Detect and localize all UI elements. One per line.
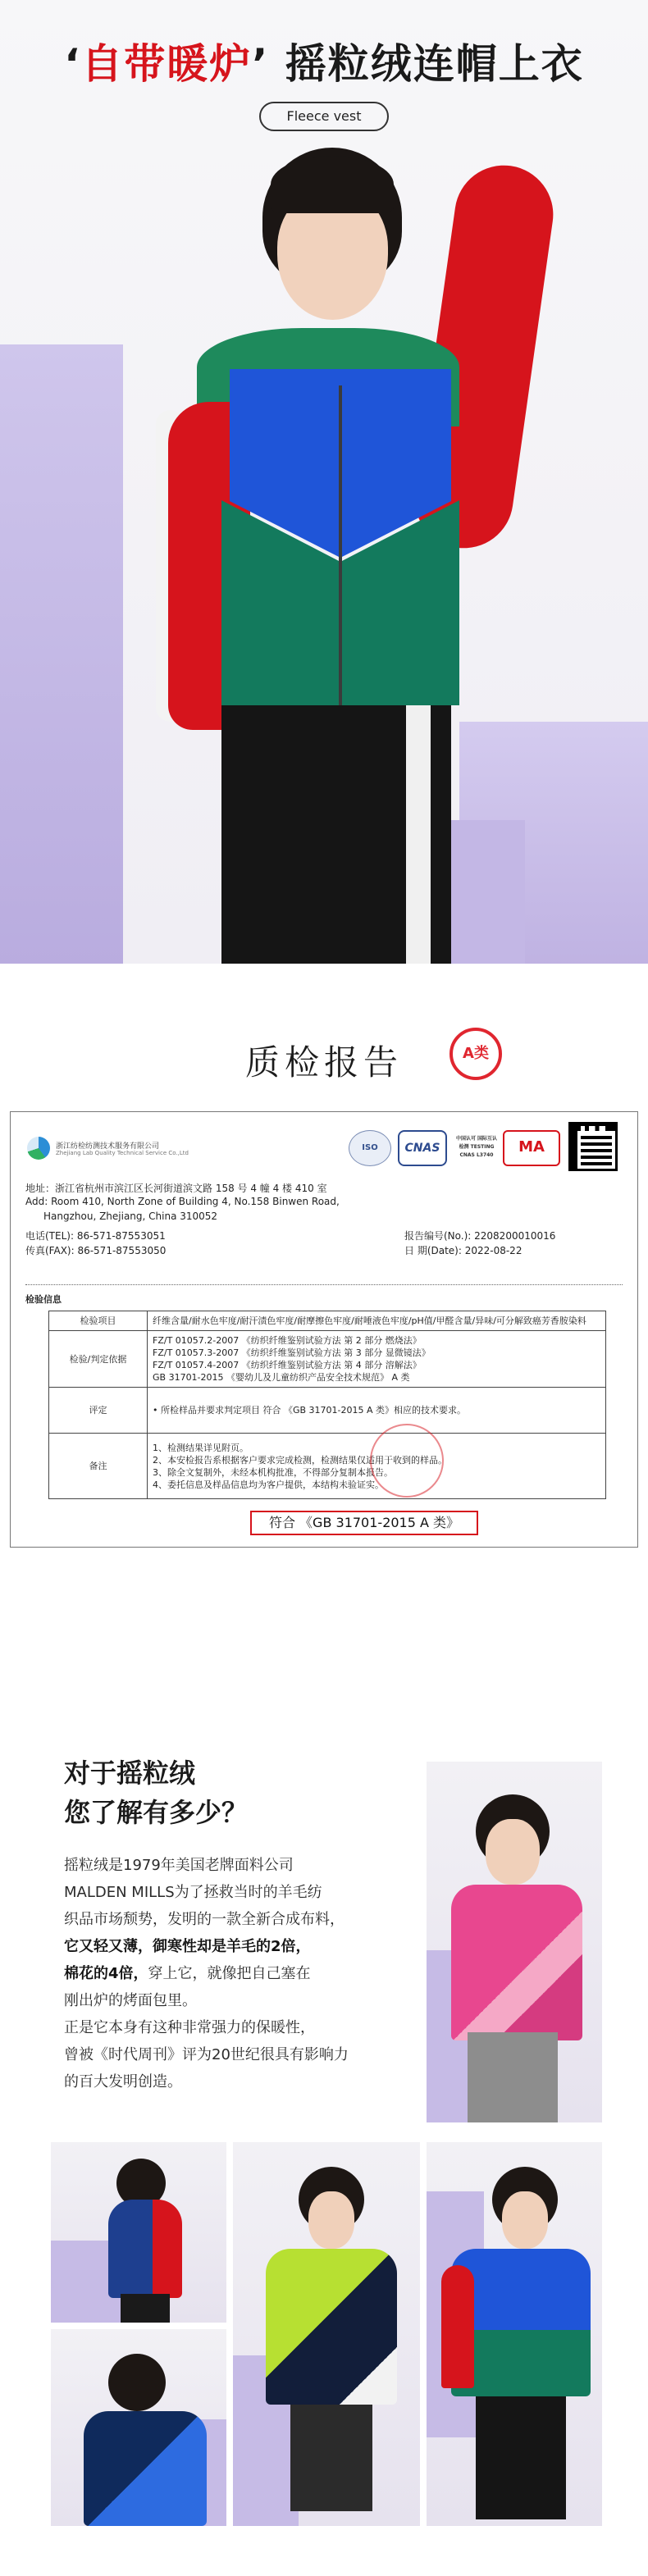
pants: [476, 2396, 566, 2519]
info-line: 织品市场颓势，发明的一款全新合成布料，: [64, 1911, 345, 1928]
title-highlight: 自带暖炉: [81, 40, 253, 88]
info-body: [64, 1852, 408, 2095]
report-title: 质检报告: [244, 1042, 403, 1083]
org-name-en: Zhejiang Lab Quality Technical Service Co.,Ltd: [56, 1150, 189, 1156]
ilac-cert-icon: 中国认可 国际互认 检测 TESTING CNAS L3740: [455, 1136, 498, 1158]
jacket-sleeve: [441, 2265, 474, 2388]
row-label: 评定: [49, 1388, 148, 1434]
bangs: [271, 156, 394, 213]
hero-title: [0, 31, 648, 90]
info-title: [64, 1753, 248, 1832]
face: [502, 2191, 548, 2249]
row-label: 检验/判定依据: [49, 1331, 148, 1388]
row-value: 纤维含量/耐水色牢度/耐汗渍色牢度/耐摩擦色牢度/耐唾液色牢度/pH值/甲醛含量/异味/可分解致癌芳香胺染料: [148, 1311, 606, 1331]
face: [486, 1819, 540, 1885]
table-row: [49, 1311, 606, 1331]
tel: 电话(TEL): 86-571-87553051: [25, 1230, 166, 1242]
lime-jacket: [266, 2249, 397, 2405]
pants: [290, 2405, 372, 2511]
inspection-table: [48, 1311, 606, 1499]
model-photo: [51, 2142, 226, 2323]
pants-stripe: [406, 705, 431, 964]
row-label: 检验项目: [49, 1311, 148, 1331]
table-row: [49, 1331, 606, 1388]
cnas-cert-icon: CNAS: [398, 1130, 447, 1166]
model-photo: [427, 2142, 602, 2526]
model-photo: [139, 139, 533, 964]
pants: [468, 2032, 558, 2122]
seal-stamp-icon: [370, 1424, 444, 1498]
model-photo: [427, 1762, 602, 2122]
address-en-2: Hangzhou, Zhejiang, China 310052: [43, 1210, 218, 1222]
iso-cert-icon: ISO: [349, 1130, 391, 1166]
title-rest: 摇粒绒连帽上衣: [269, 40, 584, 88]
info-line: 正是它本身有这种非常强力的保暖性，: [64, 2019, 315, 2036]
row-label: 备注: [49, 1434, 148, 1499]
report-number: 报告编号(No.): 2208200010016: [404, 1230, 556, 1242]
address-en-1: Add: Room 410, North Zone of Building 4, No.158 Binwen Road,: [25, 1196, 340, 1207]
pants: [121, 2294, 170, 2323]
qr-code-icon: [568, 1122, 618, 1171]
fax: 传真(FAX): 86-571-87553050: [25, 1245, 167, 1256]
info-line-strong: 棉花的4倍，: [64, 1965, 148, 1982]
info-line: 穿上它，就像把自己塞在: [148, 1965, 311, 1982]
hair: [108, 2354, 166, 2411]
info-line: 刚出炉的烤面包里。: [64, 1992, 197, 2009]
row-value: • 所检样品并要求判定项目 符合 《GB 31701-2015 A 类》相应的技术要求。: [148, 1388, 606, 1434]
info-line: MALDEN MILLS为了拯救当时的羊毛纺: [64, 1884, 322, 1901]
hero-section: [0, 0, 648, 964]
a-class-badge: A类: [449, 1028, 502, 1080]
section-title: 检验信息: [25, 1294, 62, 1305]
info-line-strong: 它又轻又薄，御寒性却是羊毛的2倍，: [64, 1938, 311, 1955]
org-logo-icon: [27, 1137, 50, 1160]
info-title-line: 您了解有多少？: [64, 1797, 249, 1828]
face: [308, 2191, 354, 2249]
fleece-tag: Fleece vest: [259, 102, 389, 131]
report-heading: [0, 1021, 648, 1087]
info-line: 摇粒绒是1979年美国老牌面料公司: [64, 1857, 294, 1874]
table-row: [49, 1434, 606, 1499]
info-line: 曾被《时代周刊》评为20世纪很具有影响力: [64, 2046, 349, 2063]
info-title-line: 对于摇粒绒: [64, 1758, 196, 1789]
table-row: [49, 1388, 606, 1434]
ma-cert-icon: MA: [503, 1130, 560, 1166]
report-date: 日 期(Date): 2022-08-22: [404, 1245, 523, 1256]
org-name: 浙江纺检纺测技术服务有限公司: [56, 1142, 160, 1151]
inspection-report: [10, 1111, 638, 1548]
row-value: 1、检测结果详见附页。 2、本安检报告系根据客户要求完成检测，检测结果仅适用于收到的样品。 3、除全文复制外，未经本机构批准，不得部分复制本报告。 4、委托信息及样品信息均为客户提供，本结构未验证实。: [148, 1434, 606, 1499]
divider: [25, 1284, 623, 1285]
jacket: [108, 2200, 182, 2298]
address-cn: 地址：浙江省杭州市滨江区长河街道滨文路 158 号 4 幢 4 楼 410 室: [25, 1183, 327, 1194]
row-value: FZ/T 01057.2-2007 《纺织纤维鉴别试验方法 第 2 部分 燃烧法》 FZ/T 01057.3-2007 《纺织纤维鉴别试验方法 第 3 部分 显微镜法》 FZ/T 01057.4-2007 《纺织纤维鉴别试验方法 第 4 部分 溶解法》 GB 31701-2015 《婴幼儿及儿童纺织产品安全技术规范》 A 类: [148, 1331, 606, 1388]
lavender-block: [0, 344, 123, 964]
conformity-box: 符合 《GB 31701-2015 A 类》: [250, 1511, 478, 1535]
model-photo: [233, 2142, 420, 2526]
info-line: 的百大发明创造。: [64, 2073, 182, 2090]
model-photo: [51, 2329, 226, 2526]
pink-jacket: [451, 1885, 582, 2040]
quote-mark: ‘: [64, 40, 82, 88]
jacket-zipper: [339, 385, 342, 705]
quote-mark: ’: [252, 40, 270, 88]
jacket: [84, 2411, 207, 2526]
